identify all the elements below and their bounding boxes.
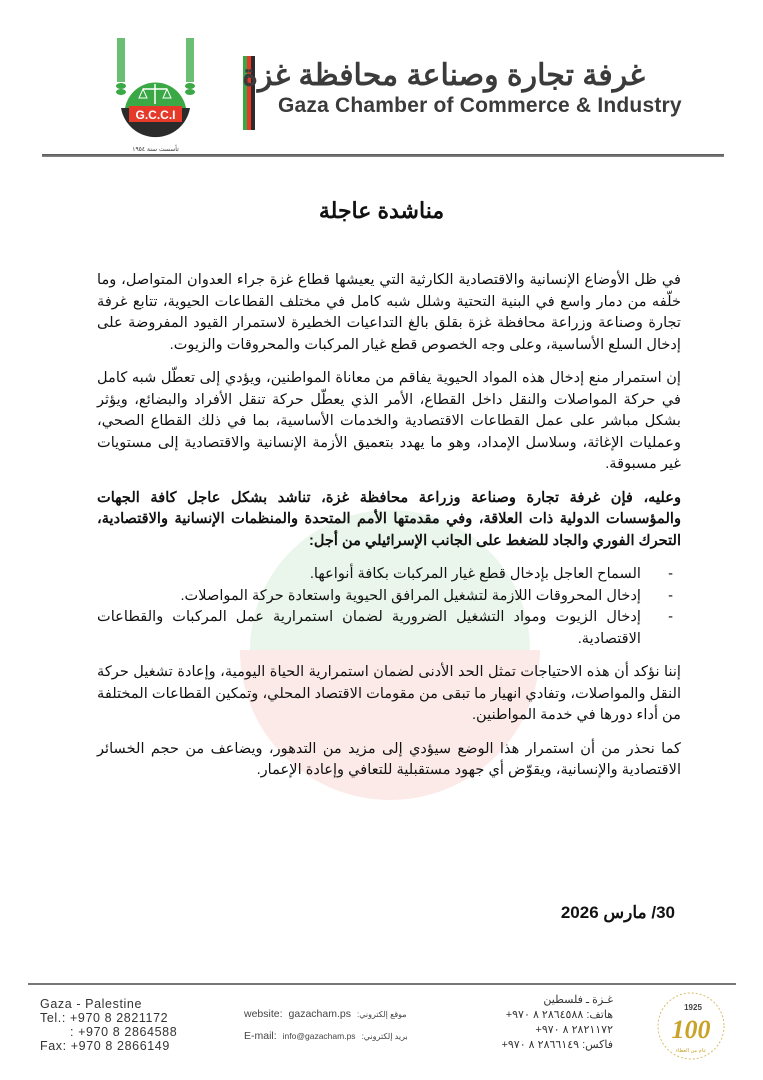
letterhead — [0, 0, 763, 180]
bullet-dash: - — [668, 587, 673, 604]
email-label-ar: بريد إلكتروني: — [361, 1031, 408, 1041]
email-label: E-mail: — [244, 1030, 277, 1042]
svg-text:عام من العطاء: عام من العطاء — [675, 1048, 707, 1054]
website-link[interactable]: gazacham.ps — [288, 1008, 351, 1020]
svg-text:100: 100 — [671, 1015, 711, 1044]
body-paragraph: إن استمرار منع إدخال هذه المواد الحيوية يفاقم من معاناة المواطنين، ويؤدي إلى تعطّل شبه كامل في حركة المواصلات والنقل داخل القطاع، الأمر الذي يعطّل حركة تنقل الأفراد والبضائع، ويؤثر بشكل مباشر على عمل القطاعات الاقتصادية والخدمات الأساسية، بما في ذلك القطاع الصحي، وعمليات الإغاثة، وسلاسل الإمداد، وهو ما يهدد بتعميق الأزمة الإنسانية والاقتصادية إلى مستويات غير مسبوقة. — [97, 370, 681, 472]
footer-tel-2: : +970 8 2864588 — [70, 1025, 178, 1039]
footer-contact-english — [40, 997, 177, 1053]
chamber-logo-icon — [103, 36, 208, 156]
bullet-dash: - — [668, 566, 673, 582]
closing-paragraph: إننا نؤكد أن هذه الاحتياجات تمثل الحد الأدنى لضمان استمرارية الحياة اليومية، وإعادة تشغيل حركة النقل والمواصلات، وتفادي انهيار ما تبقى من مقومات الاقتصاد المحلي، وتمكين القطاعات المختلفة من أداء دورها في خدمة المواطنين. — [97, 664, 681, 723]
email-link[interactable]: info@gazacham.ps — [282, 1031, 356, 1041]
appeal-paragraph: وعليه، فإن غرفة تجارة وصناعة وزراعة محافظة غزة، تناشد بشكل عاجل كافة الجهات والمؤسسات الدولية ذات العلاقة، وفي مقدمتها الأمم المتحدة والمنظمات الإنسانية والاقتصادية، التحرك الفوري والجاد للضغط على الجانب الإسرائيلي من أجل: — [97, 489, 681, 549]
demand-item: - السماح العاجل بإدخال قطع غيار المركبات بكافة أنواعها. — [97, 564, 681, 586]
website-label: website: — [244, 1008, 283, 1020]
org-name-arabic: غرفة تجارة وصناعة محافظة غزة — [242, 59, 645, 92]
footer-contact-arabic — [501, 993, 613, 1053]
org-name-english: Gaza Chamber of Commerce & Industry — [278, 94, 682, 117]
document-date: 30/ مارس 2026 — [560, 903, 675, 922]
website-label-ar: موقع إلكتروني: — [356, 1009, 407, 1019]
svg-text:تأسست سنة ١٩٥٤: تأسست سنة ١٩٥٤ — [132, 146, 179, 153]
demand-item: - إدخال المحروقات اللازمة لتشغيل المرافق الحيوية واستعادة حركة المواصلات. — [97, 586, 681, 608]
footer-location-ar: غـزة ـ فلسطين — [543, 994, 613, 1006]
footer-tel-1: Tel.: +970 8 2821172 — [40, 1011, 169, 1025]
svg-text:1925: 1925 — [684, 1003, 702, 1012]
footer-fax: Fax: +970 8 2866149 — [40, 1039, 170, 1053]
footer-divider — [28, 983, 736, 985]
document-title: مناشدة عاجلة — [318, 198, 445, 223]
body-paragraph: في ظل الأوضاع الإنسانية والاقتصادية الكارثية التي يعيشها قطاع غزة جراء العدوان المتواصل، وما خلّفه من دمار واسع في البنية التحتية وشلل شبه كامل في مختلف القطاعات الحيوية، تتابع غرفة تجارة وصناعة وزراعة محافظة غزة بقلق بالغ التداعيات الخطيرة لاستمرار القيود المفروضة على إدخال السلع الأساسية، وعلى وجه الخصوص قطع غيار المركبات والمحروقات والزيوت. — [97, 272, 681, 353]
footer-location: Gaza - Palestine — [40, 997, 143, 1011]
letter-body — [97, 270, 681, 794]
footer-online-contact — [244, 1003, 408, 1047]
bullet-dash: - — [668, 609, 673, 625]
closing-paragraph: كما نحذر من أن استمرار هذا الوضع سيؤدي إلى مزيد من التدهور، ويضاعف من حجم الخسائر الاقتصادية والإنسانية، ويقوّض أي جهود مستقبلية للتعافي وإعادة الإعمار. — [97, 740, 681, 778]
demands-list — [97, 564, 681, 650]
footer-fax-ar: فاكس: ٢٨٦٦١٤٩ ٨ ٩٧٠+ — [501, 1039, 613, 1051]
svg-text:G.C.C.I: G.C.C.I — [135, 108, 176, 122]
header-divider — [42, 154, 724, 157]
centennial-badge-icon — [655, 990, 727, 1062]
demand-item: - إدخال الزيوت ومواد التشغيل الضرورية لضمان استمرارية عمل المركبات والقطاعات الاقتصادية. — [97, 609, 673, 647]
footer-tel-1-ar: هاتف: ٢٨٦٤٥٨٨ ٨ ٩٧٠+ — [505, 1009, 613, 1021]
footer-tel-2-ar: ٢٨٢١١٧٢ ٨ ٩٧٠+ — [535, 1024, 613, 1036]
